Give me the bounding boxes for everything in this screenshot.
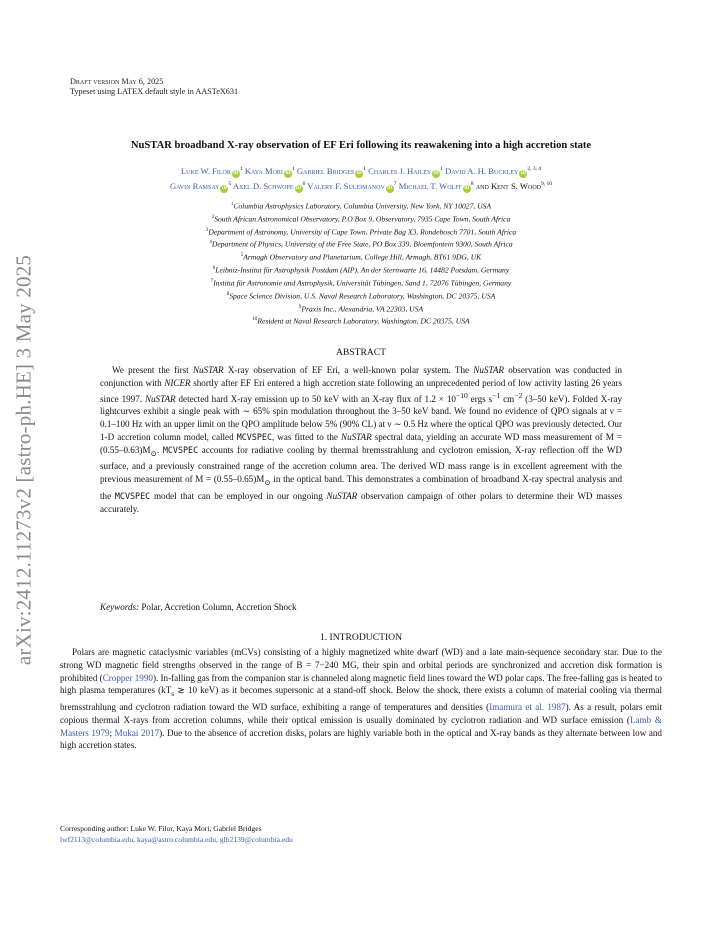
preamble — [70, 77, 238, 97]
author-list — [60, 163, 662, 193]
author-name[interactable]: David A. H. Buckley — [445, 165, 519, 176]
draft-version: Draft version May 6, 2025 — [70, 77, 164, 86]
corresponding-emails[interactable]: lwf2113@columbia.edu, kaya@astro.columbia.edu, glb2139@columbia.edu — [60, 835, 293, 844]
author-name[interactable]: Gavin Ramsay — [170, 180, 220, 191]
author-affil-sup: 9, 10 — [541, 180, 552, 187]
orcid-icon[interactable]: iD — [233, 170, 239, 176]
keywords — [100, 602, 622, 612]
author-affil-sup: 8 — [470, 180, 474, 187]
orcid-icon[interactable]: iD — [387, 185, 393, 191]
author-name[interactable]: Kaya Mori — [244, 165, 283, 176]
author-affil-sup: 1 — [239, 166, 243, 172]
citation-link[interactable]: Imamura et al. 1987 — [489, 702, 566, 712]
section-heading: 1. INTRODUCTION — [319, 632, 403, 643]
author-affil-sup: 5 — [228, 180, 232, 187]
affiliation: $^8$Space Science Division, U.S. Naval Research Laboratory, Washington, DC 20375, USA — [226, 291, 496, 301]
author-name[interactable]: Axel D. Schwope — [232, 180, 294, 191]
author-line-2 — [60, 178, 662, 193]
affiliation: $^4$Department of Physics, University of the Free State, PO Box 339, Bloemfontein 9300, South Africa — [209, 240, 513, 250]
author-name[interactable]: Michael T. Wolff — [398, 180, 462, 191]
affiliation: $^5$Armagh Observatory and Planetarium, College Hill, Armagh, BT61 9DG, UK — [240, 252, 482, 262]
affiliation: $^7$Institut für Astronomie und Astrophysik, Universität Tübingen, Sand 1, 72076 Tübingen, Germany — [210, 278, 512, 288]
orcid-icon[interactable]: iD — [221, 185, 227, 191]
author-name[interactable]: Valery F. Suleimanov — [307, 180, 385, 191]
author-affil-sup: 2, 3, 4 — [527, 166, 542, 172]
author-affil-sup: 1 — [440, 166, 443, 172]
citation-link[interactable]: Cropper 1990 — [102, 672, 153, 683]
affiliation: $^3$Department of Astronomy, University of Cape Town, Private Bag X3, Rondebosch 7701, South Africa — [205, 227, 517, 237]
abstract-heading: ABSTRACT — [335, 347, 387, 358]
orcid-icon[interactable]: iD — [464, 185, 470, 191]
author-name[interactable]: Gabriel Bridges — [296, 165, 355, 176]
affiliation: $^1$Columbia Astrophysics Laboratory, Columbia University, New York, NY 10027, USA — [230, 201, 492, 211]
citation-link[interactable]: Lamb & Masters 1979 — [60, 714, 662, 738]
author-and: and — [475, 180, 489, 191]
author-name: Kent S. Wood — [490, 180, 541, 191]
affiliation: $^{10}$Resident at Naval Research Laboratory, Washington, DC 20375, USA — [252, 316, 470, 326]
abstract-body: We present the first NuSTAR X-ray observation of EF Eri, a well-known polar system. The NuSTAR observation was conducted in conjunction with NICER shortly after EF Eri entered a high accretion state following an unprecedented period of low activity lasting 26 years since 1997. NuSTAR detected hard X-ray emission up to 50 keV with an X-ray flux of $1.2 \times 10^{-10}$ ergs $s^{-1}$ $cm^{-2}$ (3–50 keV). Folded X-ray lightcurves exhibit a single peak with ∼ 65% spin modulation throughout the 3–50 keV band. We found no evidence of QPO signals at ν = 0.1–100 Hz with an upper limit on the QPO amplitude below 5% (90% CL) at ν ∼ 0.5 Hz where the optical QPO was previously detected. Our 1-D accretion column model, called MCVSPEC, was fitted to the NuSTAR spectral data, yielding an accurate WD mass measurement of $M = (0.55-0.63)M_⊙$. MCVSPEC accounts for radiative cooling by thermal bremsstrahlung and cyclotron emission, X-ray reflection off the WD surface, and a previously constrained range of the accretion column area. The derived WD mass range is in excellent agreement with the previous measurement of $M = (0.55-0.65)M_⊙$ in the optical band. This demonstrates a combination of broadband X-ray spectral analysis and the MCVSPEC model that can be employed in our ongoing NuSTAR observation campaign of other polars to determine their WD masses accurately. — [100, 365, 623, 514]
author-affil-sup: 1 — [363, 166, 367, 172]
author-affil-sup: 7 — [393, 180, 397, 187]
orcid-icon[interactable]: iD — [520, 170, 526, 176]
introduction-body: Polars are magnetic cataclysmic variables (mCVs) consisting of a highly magnetized white dwarf (WD) and a late main-sequence secondary star. Due to the strong WD magnetic field strengths observed in the range of B = 7−240 MG, their spin and orbital periods are synchronized and accretion disk formation is prohibited (Cropper 1990). In-falling gas from the companion star is channeled along magnetic field lines toward the WD polar caps. The free-falling gas is heated to high plasma temperatures ($kT_s$ ≳ 10 keV) as it becomes supersonic at a stand-off shock. Below the shock, there exists a column of material cooling via thermal bremsstrahlung and cyclotron radiation toward the WD surface, exhibiting a range of temperatures and densities (Imamura et al. 1987). As a result, polars emit copious thermal X-rays from accretion columns, while their optical emission is usually dominated by cyclotron radiation and WD surface emission (Lamb & Masters 1979; Mukai 2017). Due to the absence of accretion disks, polars are highly variable both in the optical and X-ray bands as they alternate between low and high accretion states. — [60, 647, 662, 751]
typeset-note: Typeset using LATEX default style in AASTeX631 — [70, 87, 239, 96]
affiliation: $^2$South African Astronomical Observatory, P.O Box 9, Observatory, 7935 Cape Town, South Africa — [211, 214, 511, 224]
citation-link[interactable]: Mukai 2017 — [114, 727, 160, 738]
author-line-1 — [60, 163, 662, 178]
corresponding-label: Corresponding author: Luke W. Filor, Kaya Mori, Gabriel Bridges — [60, 824, 262, 833]
author-name[interactable]: Luke W. Filor — [180, 165, 231, 176]
orcid-icon[interactable]: iD — [356, 170, 362, 176]
orcid-icon[interactable]: iD — [433, 170, 439, 176]
affiliation: $^9$Praxis Inc., Alexandria, VA 22303, USA — [298, 304, 424, 314]
affiliation-list — [60, 199, 662, 327]
orcid-icon[interactable]: iD — [296, 185, 302, 191]
paper-title: NuSTAR broadband X-ray observation of EF Eri following its reawakening into a high accretion state — [130, 140, 592, 151]
keywords-text: Polar, Accretion Column, Accretion Shock — [141, 602, 297, 612]
arxiv-identifier[interactable]: arXiv:2412.11273v2 [astro-ph.HE] 3 May 2025 — [11, 254, 36, 666]
author-affil-sup: 6 — [302, 180, 306, 187]
affiliation: $^6$Leibniz-Institut für Astrophysik Postdam (AIP), An der Sternwarte 16, 14482 Potsdam, Germany — [212, 265, 510, 275]
author-affil-sup: 1 — [291, 166, 295, 172]
corresponding-author — [60, 823, 662, 845]
author-name[interactable]: Charles J. Hailey — [368, 165, 432, 176]
keywords-label: Keywords: — [100, 602, 140, 612]
orcid-icon[interactable]: iD — [285, 170, 291, 176]
arxiv-sidebar — [0, 0, 46, 932]
